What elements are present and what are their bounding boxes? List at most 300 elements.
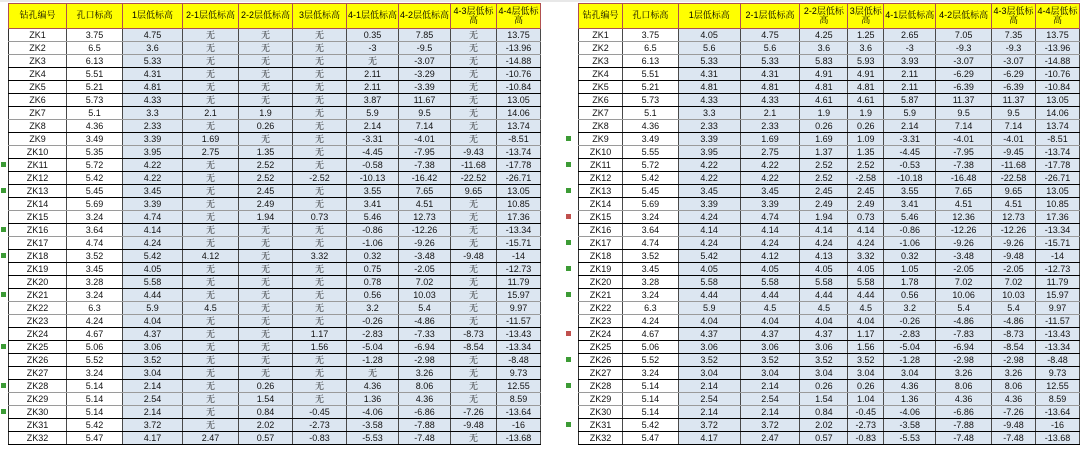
elevation-cell[interactable]: 无 (239, 250, 293, 263)
elevation-cell[interactable]: -13.74 (1036, 146, 1080, 159)
elevation-cell[interactable]: 3.04 (740, 367, 800, 380)
elevation-cell[interactable]: 3.93 (884, 55, 936, 68)
borehole-id-cell[interactable]: ZK19 (579, 263, 623, 276)
elevation-cell[interactable]: -11.68 (992, 159, 1036, 172)
elevation-cell[interactable]: 5.14 (622, 380, 678, 393)
elevation-cell[interactable]: -6.94 (399, 341, 451, 354)
elevation-cell[interactable]: 无 (239, 68, 293, 81)
elevation-cell[interactable]: 无 (293, 224, 347, 237)
elevation-cell[interactable]: 0.75 (347, 263, 399, 276)
elevation-cell[interactable]: 4.74 (123, 211, 183, 224)
elevation-cell[interactable]: 无 (239, 367, 293, 380)
elevation-cell[interactable]: 1.54 (800, 393, 848, 406)
elevation-cell[interactable]: 13.75 (1036, 29, 1080, 42)
elevation-cell[interactable]: 4.14 (678, 224, 740, 237)
elevation-cell[interactable]: 4.24 (678, 237, 740, 250)
elevation-cell[interactable]: 9.73 (497, 367, 541, 380)
elevation-cell[interactable]: 4.36 (347, 380, 399, 393)
elevation-cell[interactable]: 4.13 (800, 250, 848, 263)
elevation-cell[interactable]: 无 (293, 354, 347, 367)
elevation-cell[interactable]: 3.04 (678, 367, 740, 380)
elevation-cell[interactable]: 6.3 (622, 302, 678, 315)
elevation-cell[interactable]: 17.36 (1036, 211, 1080, 224)
borehole-id-cell[interactable]: ZK21 (579, 289, 623, 302)
borehole-id-cell[interactable]: ZK7 (9, 107, 67, 120)
elevation-cell[interactable]: 5.6 (678, 42, 740, 55)
elevation-cell[interactable]: 2.14 (123, 406, 183, 419)
elevation-cell[interactable]: 4.04 (800, 315, 848, 328)
elevation-cell[interactable]: 5.42 (67, 172, 123, 185)
borehole-id-cell[interactable]: ZK21 (9, 289, 67, 302)
elevation-cell[interactable]: -11.57 (1036, 315, 1080, 328)
borehole-id-cell[interactable]: ZK20 (9, 276, 67, 289)
elevation-cell[interactable]: 3.06 (740, 341, 800, 354)
elevation-cell[interactable]: -7.38 (399, 159, 451, 172)
elevation-cell[interactable]: 4.44 (848, 289, 884, 302)
elevation-cell[interactable]: 2.75 (183, 146, 239, 159)
elevation-cell[interactable]: 无 (293, 146, 347, 159)
elevation-cell[interactable]: 4.12 (740, 250, 800, 263)
column-header[interactable]: 钻孔编号 (579, 4, 623, 29)
elevation-cell[interactable]: 5.9 (884, 107, 936, 120)
elevation-cell[interactable]: 无 (183, 185, 239, 198)
elevation-cell[interactable]: -10.84 (497, 81, 541, 94)
elevation-cell[interactable]: -15.71 (497, 237, 541, 250)
elevation-cell[interactable]: 3.06 (800, 341, 848, 354)
elevation-cell[interactable]: -0.86 (347, 224, 399, 237)
elevation-cell[interactable]: -3 (347, 42, 399, 55)
elevation-cell[interactable]: 2.33 (123, 120, 183, 133)
elevation-cell[interactable]: -9.26 (399, 237, 451, 250)
elevation-cell[interactable]: 4.51 (936, 198, 992, 211)
elevation-cell[interactable]: 2.75 (740, 146, 800, 159)
elevation-cell[interactable]: 5.52 (622, 354, 678, 367)
elevation-cell[interactable]: 3.52 (800, 354, 848, 367)
elevation-cell[interactable]: 无 (183, 419, 239, 432)
elevation-cell[interactable]: 无 (293, 159, 347, 172)
elevation-cell[interactable]: -4.06 (347, 406, 399, 419)
elevation-cell[interactable]: 4.67 (622, 328, 678, 341)
borehole-id-cell[interactable]: ZK16 (9, 224, 67, 237)
elevation-cell[interactable]: 无 (183, 42, 239, 55)
borehole-id-cell[interactable]: ZK18 (9, 250, 67, 263)
elevation-cell[interactable]: 无 (451, 432, 497, 445)
elevation-cell[interactable]: 5.35 (67, 146, 123, 159)
elevation-cell[interactable]: -7.48 (936, 432, 992, 445)
elevation-cell[interactable]: 3.45 (622, 263, 678, 276)
elevation-cell[interactable]: -6.86 (936, 406, 992, 419)
elevation-cell[interactable]: 13.05 (497, 185, 541, 198)
elevation-cell[interactable]: 0.73 (293, 211, 347, 224)
elevation-cell[interactable]: 无 (293, 68, 347, 81)
elevation-cell[interactable]: 3.6 (800, 42, 848, 55)
elevation-cell[interactable]: 5.47 (622, 432, 678, 445)
borehole-id-cell[interactable]: ZK11 (9, 159, 67, 172)
elevation-cell[interactable]: 5.14 (67, 393, 123, 406)
borehole-id-cell[interactable]: ZK2 (9, 42, 67, 55)
elevation-cell[interactable]: 3.95 (678, 146, 740, 159)
elevation-cell[interactable]: 3.39 (678, 133, 740, 146)
borehole-id-cell[interactable]: ZK8 (9, 120, 67, 133)
elevation-cell[interactable]: 1.54 (239, 393, 293, 406)
elevation-cell[interactable]: -0.83 (848, 432, 884, 445)
borehole-id-cell[interactable]: ZK24 (9, 328, 67, 341)
elevation-cell[interactable]: 无 (293, 237, 347, 250)
elevation-cell[interactable]: 4.74 (622, 237, 678, 250)
elevation-cell[interactable]: 8.06 (399, 380, 451, 393)
column-header[interactable]: 钻孔编号 (9, 4, 67, 29)
elevation-cell[interactable]: 1.78 (884, 276, 936, 289)
elevation-cell[interactable]: 无 (183, 263, 239, 276)
elevation-cell[interactable]: 无 (293, 42, 347, 55)
elevation-cell[interactable]: 2.45 (800, 185, 848, 198)
elevation-cell[interactable]: -10.84 (1036, 81, 1080, 94)
elevation-cell[interactable]: 5.45 (67, 185, 123, 198)
elevation-cell[interactable]: 4.22 (740, 159, 800, 172)
elevation-cell[interactable]: 1.17 (848, 328, 884, 341)
borehole-id-cell[interactable]: ZK1 (9, 29, 67, 42)
elevation-cell[interactable]: 3.64 (622, 224, 678, 237)
elevation-cell[interactable]: 2.11 (884, 81, 936, 94)
elevation-cell[interactable]: 12.73 (399, 211, 451, 224)
elevation-cell[interactable]: -0.45 (848, 406, 884, 419)
borehole-id-cell[interactable]: ZK27 (9, 367, 67, 380)
elevation-cell[interactable]: 4.33 (740, 94, 800, 107)
elevation-cell[interactable]: 无 (183, 29, 239, 42)
elevation-cell[interactable]: 无 (183, 172, 239, 185)
elevation-cell[interactable]: 3.32 (293, 250, 347, 263)
elevation-cell[interactable]: 无 (451, 211, 497, 224)
elevation-cell[interactable]: 3.39 (678, 198, 740, 211)
elevation-cell[interactable]: -13.96 (1036, 42, 1080, 55)
elevation-cell[interactable]: 0.26 (800, 380, 848, 393)
elevation-cell[interactable]: 3.75 (622, 29, 678, 42)
elevation-cell[interactable]: -6.39 (992, 81, 1036, 94)
elevation-cell[interactable]: 5.1 (67, 107, 123, 120)
elevation-cell[interactable]: 4.22 (123, 172, 183, 185)
elevation-cell[interactable]: 5.4 (936, 302, 992, 315)
elevation-cell[interactable]: 12.36 (936, 211, 992, 224)
elevation-cell[interactable]: 3.49 (67, 133, 123, 146)
elevation-cell[interactable]: -7.48 (992, 432, 1036, 445)
elevation-cell[interactable]: -2.98 (936, 354, 992, 367)
elevation-cell[interactable]: -13.34 (497, 341, 541, 354)
elevation-cell[interactable]: 4.61 (800, 94, 848, 107)
elevation-cell[interactable]: 4.5 (800, 302, 848, 315)
elevation-cell[interactable]: 1.9 (239, 107, 293, 120)
elevation-cell[interactable]: 6.5 (622, 42, 678, 55)
elevation-cell[interactable]: -1.28 (884, 354, 936, 367)
elevation-cell[interactable]: 4.24 (848, 237, 884, 250)
elevation-cell[interactable]: -8.51 (497, 133, 541, 146)
elevation-cell[interactable]: 3.72 (123, 419, 183, 432)
borehole-id-cell[interactable]: ZK2 (579, 42, 623, 55)
elevation-cell[interactable]: 3.72 (678, 419, 740, 432)
elevation-cell[interactable]: -3.31 (884, 133, 936, 146)
elevation-cell[interactable]: -4.45 (884, 146, 936, 159)
elevation-cell[interactable]: 2.14 (123, 380, 183, 393)
borehole-id-cell[interactable]: ZK12 (9, 172, 67, 185)
elevation-cell[interactable]: 3.39 (740, 198, 800, 211)
elevation-cell[interactable]: 4.22 (123, 159, 183, 172)
elevation-cell[interactable]: 无 (183, 341, 239, 354)
elevation-cell[interactable]: 5.14 (622, 406, 678, 419)
elevation-cell[interactable]: 无 (451, 55, 497, 68)
elevation-cell[interactable]: -3.39 (399, 81, 451, 94)
elevation-cell[interactable]: 4.05 (678, 263, 740, 276)
elevation-cell[interactable]: 无 (451, 315, 497, 328)
elevation-cell[interactable]: 2.49 (800, 198, 848, 211)
elevation-cell[interactable]: -3.31 (347, 133, 399, 146)
elevation-cell[interactable]: 0.57 (800, 432, 848, 445)
elevation-cell[interactable]: 4.22 (740, 172, 800, 185)
elevation-cell[interactable]: -2.83 (347, 328, 399, 341)
elevation-cell[interactable]: -14.88 (1036, 55, 1080, 68)
elevation-cell[interactable]: 17.36 (497, 211, 541, 224)
elevation-cell[interactable]: 3.2 (884, 302, 936, 315)
elevation-cell[interactable]: -8.54 (992, 341, 1036, 354)
elevation-cell[interactable]: 3.45 (740, 185, 800, 198)
elevation-cell[interactable]: -3.07 (936, 55, 992, 68)
elevation-cell[interactable]: 0.84 (800, 406, 848, 419)
elevation-cell[interactable]: 0.26 (848, 120, 884, 133)
elevation-cell[interactable]: 无 (451, 133, 497, 146)
elevation-cell[interactable]: -8.48 (1036, 354, 1080, 367)
elevation-cell[interactable]: -6.29 (936, 68, 992, 81)
elevation-cell[interactable]: 3.24 (67, 367, 123, 380)
elevation-cell[interactable]: -2.98 (399, 354, 451, 367)
elevation-cell[interactable]: -4.45 (347, 146, 399, 159)
elevation-cell[interactable]: 5.06 (622, 341, 678, 354)
elevation-cell[interactable]: -9.43 (451, 146, 497, 159)
elevation-cell[interactable]: 3.6 (848, 42, 884, 55)
elevation-cell[interactable]: 1.69 (183, 133, 239, 146)
elevation-cell[interactable]: -15.71 (1036, 237, 1080, 250)
elevation-cell[interactable]: -8.73 (451, 328, 497, 341)
elevation-cell[interactable]: 3.41 (884, 198, 936, 211)
elevation-cell[interactable]: 无 (183, 406, 239, 419)
elevation-cell[interactable]: 5.51 (622, 68, 678, 81)
elevation-cell[interactable]: 3.04 (848, 367, 884, 380)
elevation-cell[interactable]: -7.38 (936, 159, 992, 172)
elevation-cell[interactable]: 无 (451, 393, 497, 406)
elevation-cell[interactable]: 9.5 (399, 107, 451, 120)
elevation-cell[interactable]: -9.3 (992, 42, 1036, 55)
elevation-cell[interactable]: 4.36 (884, 380, 936, 393)
elevation-cell[interactable]: 4.24 (740, 237, 800, 250)
borehole-id-cell[interactable]: ZK15 (9, 211, 67, 224)
elevation-cell[interactable]: 无 (293, 380, 347, 393)
elevation-cell[interactable]: 无 (293, 289, 347, 302)
elevation-cell[interactable]: -13.43 (1036, 328, 1080, 341)
elevation-cell[interactable]: 无 (293, 263, 347, 276)
elevation-cell[interactable]: -2.98 (992, 354, 1036, 367)
elevation-cell[interactable]: 无 (183, 276, 239, 289)
elevation-cell[interactable]: 无 (347, 55, 399, 68)
elevation-cell[interactable]: 2.02 (239, 419, 293, 432)
elevation-cell[interactable]: 12.55 (1036, 380, 1080, 393)
elevation-cell[interactable]: 4.17 (678, 432, 740, 445)
borehole-id-cell[interactable]: ZK27 (579, 367, 623, 380)
elevation-cell[interactable]: 9.65 (451, 185, 497, 198)
elevation-cell[interactable]: 无 (239, 328, 293, 341)
borehole-id-cell[interactable]: ZK5 (9, 81, 67, 94)
elevation-cell[interactable]: 3.49 (622, 133, 678, 146)
elevation-cell[interactable]: 4.05 (123, 263, 183, 276)
elevation-cell[interactable]: 7.02 (992, 276, 1036, 289)
elevation-cell[interactable]: 4.14 (123, 224, 183, 237)
elevation-cell[interactable]: 5.58 (678, 276, 740, 289)
elevation-cell[interactable]: 3.52 (848, 354, 884, 367)
borehole-id-cell[interactable]: ZK20 (579, 276, 623, 289)
elevation-cell[interactable]: 5.47 (67, 432, 123, 445)
elevation-cell[interactable]: 4.31 (740, 68, 800, 81)
elevation-cell[interactable]: 5.72 (622, 159, 678, 172)
elevation-cell[interactable]: 1.25 (848, 29, 884, 42)
elevation-cell[interactable]: 4.04 (740, 315, 800, 328)
column-header[interactable]: 1层低标高 (123, 4, 183, 29)
elevation-cell[interactable]: 4.67 (67, 328, 123, 341)
elevation-cell[interactable]: 6.5 (67, 42, 123, 55)
elevation-cell[interactable]: 4.37 (800, 328, 848, 341)
elevation-cell[interactable]: -0.86 (884, 224, 936, 237)
elevation-cell[interactable]: 无 (451, 29, 497, 42)
elevation-cell[interactable]: 9.5 (992, 107, 1036, 120)
elevation-cell[interactable]: 无 (293, 120, 347, 133)
elevation-cell[interactable]: 5.52 (67, 354, 123, 367)
elevation-cell[interactable]: 无 (183, 198, 239, 211)
elevation-cell[interactable]: -6.94 (936, 341, 992, 354)
elevation-cell[interactable]: 1.94 (800, 211, 848, 224)
elevation-cell[interactable]: 12.73 (992, 211, 1036, 224)
elevation-cell[interactable]: 3.2 (347, 302, 399, 315)
elevation-cell[interactable]: 4.36 (67, 120, 123, 133)
elevation-cell[interactable]: 无 (183, 354, 239, 367)
elevation-cell[interactable]: -14.88 (497, 55, 541, 68)
elevation-cell[interactable]: 4.5 (740, 302, 800, 315)
elevation-cell[interactable]: -3 (884, 42, 936, 55)
borehole-id-cell[interactable]: ZK26 (579, 354, 623, 367)
elevation-cell[interactable]: 4.75 (123, 29, 183, 42)
elevation-cell[interactable]: 4.81 (740, 81, 800, 94)
elevation-cell[interactable]: 0.73 (848, 211, 884, 224)
column-header[interactable]: 2-1层低标高 (740, 4, 800, 29)
elevation-cell[interactable]: 4.36 (936, 393, 992, 406)
elevation-cell[interactable]: -26.71 (497, 172, 541, 185)
elevation-cell[interactable]: 3.45 (67, 263, 123, 276)
elevation-cell[interactable]: 1.56 (293, 341, 347, 354)
elevation-cell[interactable]: 9.97 (1036, 302, 1080, 315)
borehole-id-cell[interactable]: ZK31 (579, 419, 623, 432)
elevation-cell[interactable]: 2.52 (800, 159, 848, 172)
elevation-cell[interactable]: 3.95 (123, 146, 183, 159)
elevation-cell[interactable]: 无 (293, 302, 347, 315)
elevation-cell[interactable]: 4.24 (622, 315, 678, 328)
elevation-cell[interactable]: 无 (451, 120, 497, 133)
elevation-cell[interactable]: 3.75 (67, 29, 123, 42)
elevation-cell[interactable]: 10.06 (936, 289, 992, 302)
elevation-cell[interactable]: 12.55 (497, 380, 541, 393)
column-header[interactable]: 2-2层低标高 (239, 4, 293, 29)
elevation-cell[interactable]: 无 (183, 68, 239, 81)
elevation-cell[interactable]: 2.14 (678, 380, 740, 393)
elevation-cell[interactable]: 0.26 (848, 380, 884, 393)
elevation-cell[interactable]: 5.58 (123, 276, 183, 289)
borehole-id-cell[interactable]: ZK7 (579, 107, 623, 120)
elevation-cell[interactable]: 无 (183, 211, 239, 224)
elevation-cell[interactable]: 5.9 (347, 107, 399, 120)
column-header[interactable]: 孔口标高 (622, 4, 678, 29)
borehole-id-cell[interactable]: ZK10 (9, 146, 67, 159)
elevation-cell[interactable]: -16 (497, 419, 541, 432)
elevation-cell[interactable]: -4.01 (992, 133, 1036, 146)
elevation-cell[interactable]: 1.9 (848, 107, 884, 120)
elevation-cell[interactable]: 4.24 (67, 315, 123, 328)
elevation-cell[interactable]: -6.39 (936, 81, 992, 94)
elevation-cell[interactable]: 7.02 (936, 276, 992, 289)
elevation-cell[interactable]: 9.73 (1036, 367, 1080, 380)
elevation-cell[interactable]: 2.45 (239, 185, 293, 198)
elevation-cell[interactable]: 3.39 (123, 133, 183, 146)
elevation-cell[interactable]: 2.54 (678, 393, 740, 406)
elevation-cell[interactable]: 6.13 (67, 55, 123, 68)
column-header[interactable]: 4-2层低标高 (936, 4, 992, 29)
elevation-cell[interactable]: 3.24 (622, 289, 678, 302)
elevation-cell[interactable]: 0.32 (347, 250, 399, 263)
elevation-cell[interactable]: -2.58 (848, 172, 884, 185)
elevation-cell[interactable]: 无 (451, 367, 497, 380)
elevation-cell[interactable]: 7.14 (399, 120, 451, 133)
elevation-cell[interactable]: 无 (239, 224, 293, 237)
elevation-cell[interactable]: 4.17 (123, 432, 183, 445)
elevation-cell[interactable]: 4.44 (740, 289, 800, 302)
elevation-cell[interactable]: 3.52 (622, 250, 678, 263)
elevation-cell[interactable]: 1.69 (740, 133, 800, 146)
elevation-cell[interactable]: 0.26 (239, 120, 293, 133)
elevation-cell[interactable]: 无 (293, 315, 347, 328)
elevation-cell[interactable]: 无 (293, 185, 347, 198)
elevation-cell[interactable]: 无 (293, 367, 347, 380)
elevation-cell[interactable]: -22.58 (992, 172, 1036, 185)
elevation-cell[interactable]: -2.05 (936, 263, 992, 276)
elevation-cell[interactable]: 1.09 (848, 133, 884, 146)
elevation-cell[interactable]: 5.21 (67, 81, 123, 94)
elevation-cell[interactable]: 2.14 (884, 120, 936, 133)
elevation-cell[interactable]: -0.26 (884, 315, 936, 328)
elevation-cell[interactable]: 15.97 (497, 289, 541, 302)
column-header[interactable]: 2-1层低标高 (183, 4, 239, 29)
elevation-cell[interactable]: 1.04 (848, 393, 884, 406)
elevation-cell[interactable]: -12.73 (497, 263, 541, 276)
column-header[interactable]: 4-4层低标高 (497, 4, 541, 29)
elevation-cell[interactable]: -0.53 (884, 159, 936, 172)
elevation-cell[interactable]: 3.52 (123, 354, 183, 367)
elevation-cell[interactable]: 7.14 (992, 120, 1036, 133)
elevation-cell[interactable]: -12.26 (936, 224, 992, 237)
elevation-cell[interactable]: 4.14 (800, 224, 848, 237)
elevation-cell[interactable]: 5.33 (740, 55, 800, 68)
elevation-cell[interactable]: 0.56 (884, 289, 936, 302)
elevation-cell[interactable]: 4.37 (740, 328, 800, 341)
elevation-cell[interactable]: -8.54 (451, 341, 497, 354)
elevation-cell[interactable]: -14 (497, 250, 541, 263)
elevation-cell[interactable]: 3.72 (740, 419, 800, 432)
elevation-cell[interactable]: 4.74 (740, 211, 800, 224)
elevation-cell[interactable]: 4.04 (123, 315, 183, 328)
elevation-cell[interactable]: 4.31 (123, 68, 183, 81)
elevation-cell[interactable]: 5.51 (67, 68, 123, 81)
elevation-cell[interactable]: 13.05 (1036, 185, 1080, 198)
